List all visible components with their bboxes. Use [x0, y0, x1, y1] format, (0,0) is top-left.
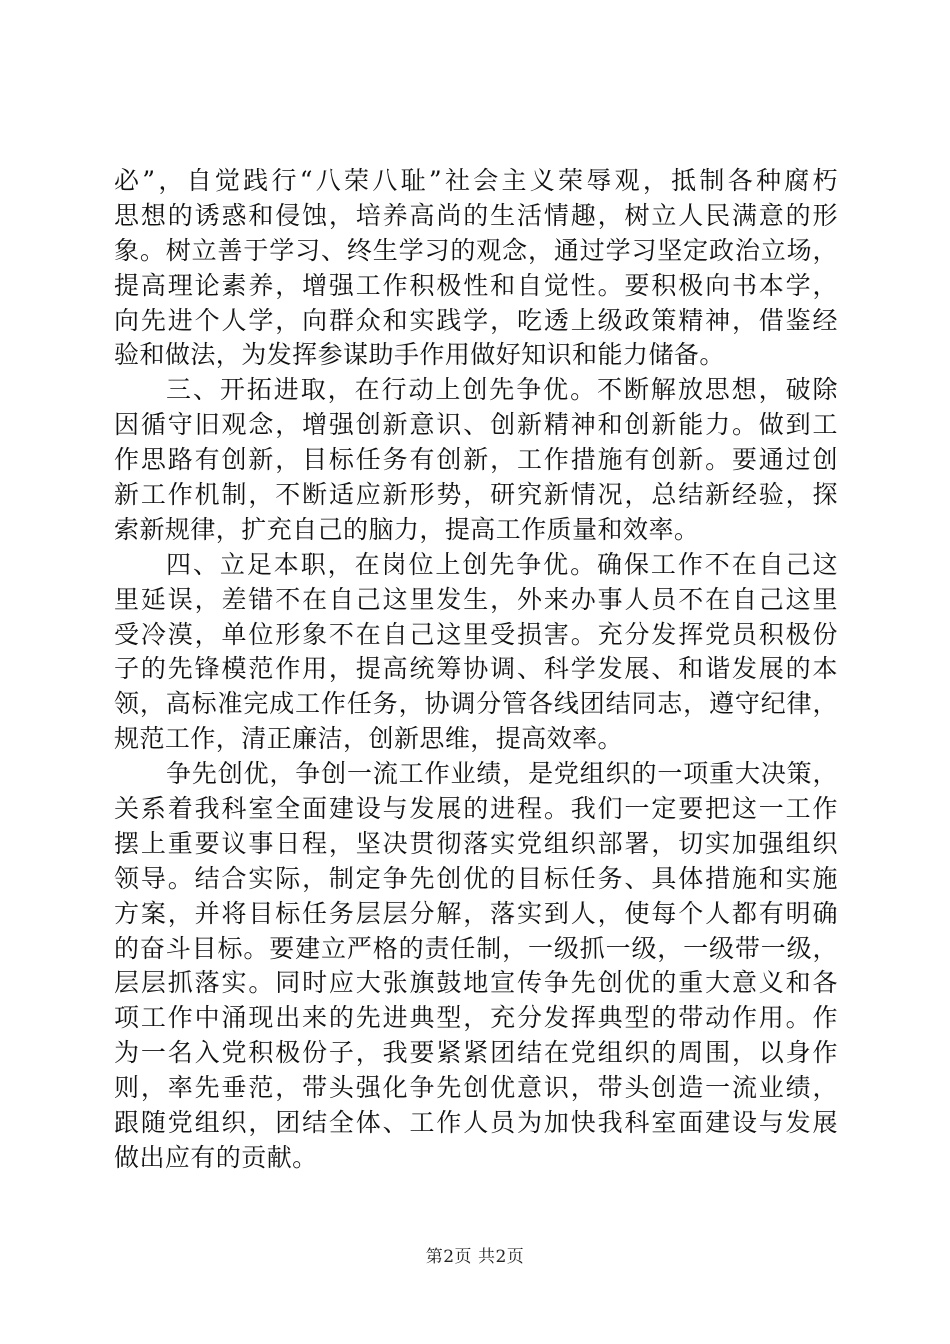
text-line: 跟随党组织，团结全体、工作人员为加快我科室面建设与发展	[114, 1108, 838, 1138]
text-line: 思想的诱惑和侵蚀，培养高尚的生活情趣，树立人民满意的形	[114, 200, 838, 230]
text-line: 子的先锋模范作用，提高统筹协调、科学发展、和谐发展的本	[114, 654, 838, 684]
text-line: 领导。结合实际，制定争先创优的目标任务、具体措施和实施	[114, 863, 838, 893]
text-line: 里延误，差错不在自己这里发生，外来办事人员不在自己这里	[114, 584, 838, 614]
text-line: 验和做法，为发挥参谋助手作用做好知识和能力储备。	[114, 340, 725, 370]
text-line: 摆上重要议事日程，坚决贯彻落实党组织部署，切实加强组织	[114, 828, 838, 858]
text-line: 向先进个人学，向群众和实践学，吃透上级政策精神，借鉴经	[114, 305, 838, 335]
text-line: 的奋斗目标。要建立严格的责任制，一级抓一级，一级带一级，	[114, 933, 838, 963]
text-line: 关系着我科室全面建设与发展的进程。我们一定要把这一工作	[114, 794, 838, 824]
text-line: 新工作机制，不断适应新形势，研究新情况，总结新经验，探	[114, 480, 838, 510]
text-line: 做出应有的贡献。	[114, 1142, 318, 1172]
document-body	[114, 164, 838, 1176]
text-line: 项工作中涌现出来的先进典型，充分发挥典型的带动作用。作	[114, 1003, 838, 1033]
paragraph-start: 争先创优，争创一流工作业绩，是党组织的一项重大决策，	[166, 759, 838, 789]
text-line: 规范工作，清正廉洁，创新思维，提高效率。	[114, 724, 624, 754]
text-line: 作思路有创新，目标任务有创新，工作措施有创新。要通过创	[114, 445, 838, 475]
page-number-footer: 第2页 共2页	[425, 1247, 525, 1267]
paragraph-heading-4: 四、立足本职，在岗位上创先争优。确保工作不在自己这	[166, 549, 838, 579]
text-line: 索新规律，扩充自己的脑力，提高工作质量和效率。	[114, 514, 700, 544]
text-line: 领，高标准完成工作任务，协调分管各线团结同志，遵守纪律，	[114, 689, 838, 719]
text-line: 必”，自觉践行“八荣八耻”社会主义荣辱观，抵制各种腐朽	[114, 166, 838, 195]
text-line: 层层抓落实。同时应大张旗鼓地宣传争先创优的重大意义和各	[114, 968, 838, 998]
text-line: 为一名入党积极份子，我要紧紧团结在党组织的周围，以身作	[114, 1038, 838, 1068]
paragraph-heading-3: 三、开拓进取，在行动上创先争优。不断解放思想，破除	[166, 375, 838, 405]
text-line: 则，率先垂范，带头强化争先创优意识，带头创造一流业绩，	[114, 1073, 838, 1103]
text-line: 受冷漠，单位形象不在自己这里受损害。充分发挥党员积极份	[114, 619, 838, 649]
text-line: 因循守旧观念，增强创新意识、创新精神和创新能力。做到工	[114, 410, 838, 440]
text-line: 象。树立善于学习、终生学习的观念，通过学习坚定政治立场，	[114, 235, 838, 265]
text-line: 方案，并将目标任务层层分解，落实到人，使每个人都有明确	[114, 898, 838, 928]
text-line: 提高理论素养，增强工作积极性和自觉性。要积极向书本学，	[114, 270, 838, 300]
